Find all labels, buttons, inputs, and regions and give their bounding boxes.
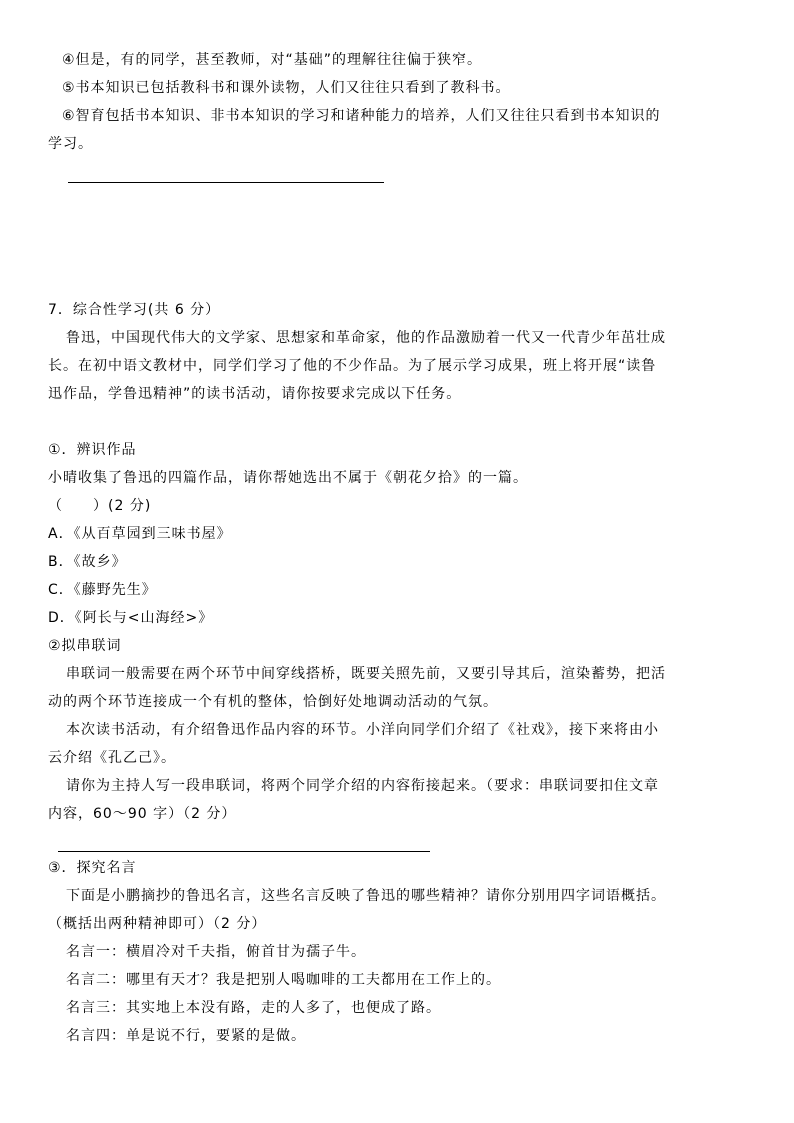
task-2-paragraph-1-line-2: 动的两个环节连接成一个有机的整体，恰倒好处地调动活动的气氛。 xyxy=(48,694,498,710)
task-3-prompt-line-2: （概括出两种精神即可）（2 分） xyxy=(48,916,267,932)
task-2-paragraph-3-line-2: 内容，60～90 字）（2 分） xyxy=(48,806,237,822)
quote-2: 名言二：哪里有天才？我是把别人喝咖啡的工夫都用在工作上的。 xyxy=(66,972,501,988)
quote-4: 名言四：单是说不行，要紧的是做。 xyxy=(66,1028,306,1044)
quote-3: 名言三：其实地上本没有路，走的人多了，也便成了路。 xyxy=(66,1000,441,1016)
question-7-intro-line-1: 鲁迅，中国现代伟大的文学家、思想家和革命家，他的作品激励着一代又一代青少年茁壮成 xyxy=(66,330,666,346)
task-2-paragraph-2-line-2: 云介绍《孔乙己》。 xyxy=(48,750,176,766)
task-1-title: ①．辨识作品 xyxy=(48,442,137,458)
question-7-title: 7．综合性学习(共 6 分） xyxy=(48,302,221,318)
task-2-paragraph-1-line-1: 串联词一般需要在两个环节中间穿线搭桥，既要关照先前，又要引导其后，渲染蓄势，把活 xyxy=(66,666,666,682)
option-d: D．《阿长与<山海经>》 xyxy=(48,610,214,626)
option-a: A．《从百草园到三味书屋》 xyxy=(48,526,232,542)
item-6-text: ⑥智育包括书本知识、非书本知识的学习和诸种能力的培养，人们又往往只看到书本知识的 xyxy=(62,108,661,124)
option-c: C．《藤野先生》 xyxy=(48,582,157,598)
question-7-intro-line-3: 迅作品，学鲁迅精神”的读书活动，请你按要求完成以下任务。 xyxy=(48,386,462,402)
task-1-prompt: 小晴收集了鲁迅的四篇作品，请你帮她选出不属于《朝花夕拾》的一篇。 xyxy=(48,470,528,486)
task-3-prompt-line-1: 下面是小鹏摘抄的鲁迅名言，这些名言反映了鲁迅的哪些精神？请你分别用四字词语概括。 xyxy=(66,888,666,904)
item-6-text-continued: 学习。 xyxy=(48,136,93,152)
answer-line-task-2[interactable] xyxy=(58,851,430,852)
task-1-answer-blank[interactable]: （ ）(2 分) xyxy=(48,498,152,514)
answer-line-prev[interactable] xyxy=(68,182,384,183)
task-3-title: ③．探究名言 xyxy=(48,860,137,876)
task-2-title: ②拟串联词 xyxy=(48,638,122,654)
quote-1: 名言一：横眉冷对千夫指，俯首甘为孺子牛。 xyxy=(66,944,366,960)
option-b: B．《故乡》 xyxy=(48,554,127,570)
question-7-intro-line-2: 长。在初中语文教材中，同学们学习了他的不少作品。为了展示学习成果，班上将开展“读鲁 xyxy=(48,358,657,374)
item-4-text: ④但是，有的同学，甚至教师，对“基础”的理解往往偏于狭窄。 xyxy=(62,52,483,68)
item-5-text: ⑤书本知识已包括教科书和课外读物，人们又往往只看到了教科书。 xyxy=(62,80,511,96)
task-2-paragraph-2-line-1: 本次读书活动，有介绍鲁迅作品内容的环节。小洋向同学们介绍了《社戏》，接下来将由小 xyxy=(66,722,659,738)
task-2-paragraph-3-line-1: 请你为主持人写一段串联词，将两个同学介绍的内容衔接起来。（要求：串联词要扣住文章 xyxy=(66,778,659,794)
